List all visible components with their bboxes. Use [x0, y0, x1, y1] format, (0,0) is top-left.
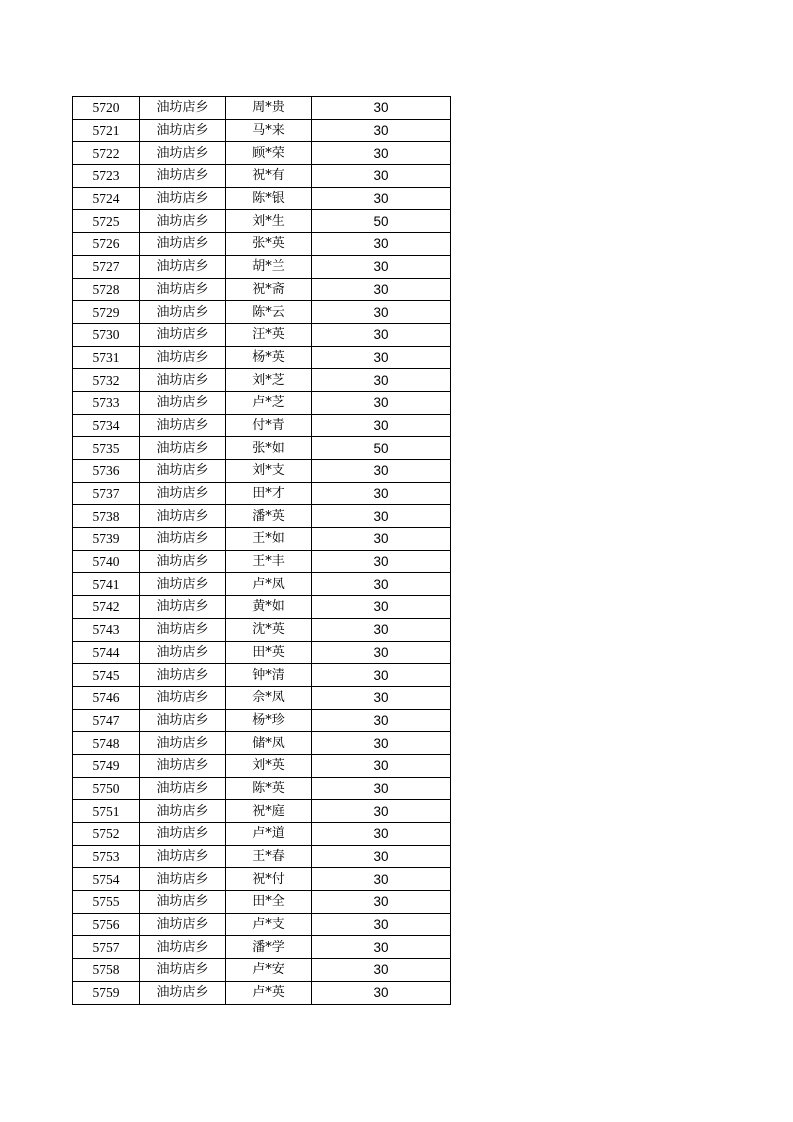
amount-cell: 30: [312, 709, 451, 732]
township-cell: 油坊店乡: [140, 323, 226, 346]
amount-cell: 30: [312, 913, 451, 936]
table-row: [73, 97, 451, 120]
amount-cell: 30: [312, 596, 451, 619]
person-name-cell: 潘*英: [226, 505, 312, 528]
row-number-cell: 5739: [73, 528, 140, 551]
row-number-cell: 5744: [73, 641, 140, 664]
township-cell: 油坊店乡: [140, 550, 226, 573]
amount-cell: 30: [312, 165, 451, 188]
row-number-cell: 5721: [73, 119, 140, 142]
township-cell: 油坊店乡: [140, 596, 226, 619]
table-row: [73, 800, 451, 823]
table-row: [73, 823, 451, 846]
row-number-cell: 5749: [73, 754, 140, 777]
township-cell: 油坊店乡: [140, 369, 226, 392]
township-cell: 油坊店乡: [140, 414, 226, 437]
row-number-cell: 5740: [73, 550, 140, 573]
amount-cell: 30: [312, 255, 451, 278]
person-name-cell: 田*英: [226, 641, 312, 664]
row-number-cell: 5737: [73, 482, 140, 505]
township-cell: 油坊店乡: [140, 97, 226, 120]
person-name-cell: 周*贵: [226, 97, 312, 120]
amount-cell: 30: [312, 460, 451, 483]
amount-cell: 50: [312, 437, 451, 460]
amount-cell: 30: [312, 777, 451, 800]
person-name-cell: 陈*英: [226, 777, 312, 800]
table-row: [73, 210, 451, 233]
table-row: [73, 437, 451, 460]
table-row: [73, 641, 451, 664]
row-number-cell: 5743: [73, 618, 140, 641]
person-name-cell: 祝*付: [226, 868, 312, 891]
table-row: [73, 278, 451, 301]
township-cell: 油坊店乡: [140, 391, 226, 414]
row-number-cell: 5745: [73, 664, 140, 687]
township-cell: 油坊店乡: [140, 641, 226, 664]
amount-cell: 30: [312, 142, 451, 165]
table-row: [73, 369, 451, 392]
amount-cell: 30: [312, 891, 451, 914]
person-name-cell: 胡*兰: [226, 255, 312, 278]
amount-cell: 30: [312, 573, 451, 596]
person-name-cell: 卢*安: [226, 959, 312, 982]
table-row: [73, 301, 451, 324]
amount-cell: 30: [312, 278, 451, 301]
township-cell: 油坊店乡: [140, 777, 226, 800]
row-number-cell: 5738: [73, 505, 140, 528]
table-row: [73, 346, 451, 369]
person-name-cell: 祝*斋: [226, 278, 312, 301]
table-row: [73, 868, 451, 891]
row-number-cell: 5755: [73, 891, 140, 914]
person-name-cell: 田*才: [226, 482, 312, 505]
person-name-cell: 卢*芝: [226, 391, 312, 414]
person-name-cell: 储*凤: [226, 732, 312, 755]
row-number-cell: 5722: [73, 142, 140, 165]
amount-cell: 30: [312, 528, 451, 551]
township-cell: 油坊店乡: [140, 891, 226, 914]
person-name-cell: 刘*支: [226, 460, 312, 483]
table-row: [73, 550, 451, 573]
amount-cell: 30: [312, 414, 451, 437]
township-cell: 油坊店乡: [140, 460, 226, 483]
row-number-cell: 5751: [73, 800, 140, 823]
table-row: [73, 936, 451, 959]
row-number-cell: 5726: [73, 233, 140, 256]
person-name-cell: 卢*英: [226, 981, 312, 1004]
township-cell: 油坊店乡: [140, 165, 226, 188]
township-cell: 油坊店乡: [140, 210, 226, 233]
table-row: [73, 505, 451, 528]
person-name-cell: 张*英: [226, 233, 312, 256]
table-row: [73, 754, 451, 777]
table-row: [73, 165, 451, 188]
table-row: [73, 618, 451, 641]
person-name-cell: 刘*生: [226, 210, 312, 233]
row-number-cell: 5727: [73, 255, 140, 278]
amount-cell: 30: [312, 301, 451, 324]
person-name-cell: 陈*银: [226, 187, 312, 210]
township-cell: 油坊店乡: [140, 119, 226, 142]
table-row: [73, 482, 451, 505]
amount-cell: 30: [312, 119, 451, 142]
township-cell: 油坊店乡: [140, 255, 226, 278]
row-number-cell: 5736: [73, 460, 140, 483]
township-cell: 油坊店乡: [140, 482, 226, 505]
row-number-cell: 5759: [73, 981, 140, 1004]
row-number-cell: 5734: [73, 414, 140, 437]
amount-cell: 30: [312, 482, 451, 505]
person-name-cell: 付*青: [226, 414, 312, 437]
amount-cell: 30: [312, 981, 451, 1004]
row-number-cell: 5733: [73, 391, 140, 414]
row-number-cell: 5748: [73, 732, 140, 755]
table-row: [73, 891, 451, 914]
person-name-cell: 沈*英: [226, 618, 312, 641]
person-name-cell: 顾*荣: [226, 142, 312, 165]
township-cell: 油坊店乡: [140, 301, 226, 324]
row-number-cell: 5756: [73, 913, 140, 936]
row-number-cell: 5758: [73, 959, 140, 982]
township-cell: 油坊店乡: [140, 709, 226, 732]
table-row: [73, 596, 451, 619]
amount-cell: 30: [312, 505, 451, 528]
person-name-cell: 钟*清: [226, 664, 312, 687]
table-row: [73, 414, 451, 437]
row-number-cell: 5741: [73, 573, 140, 596]
row-number-cell: 5757: [73, 936, 140, 959]
amount-cell: 30: [312, 346, 451, 369]
township-cell: 油坊店乡: [140, 505, 226, 528]
township-cell: 油坊店乡: [140, 913, 226, 936]
table-row: [73, 981, 451, 1004]
row-number-cell: 5725: [73, 210, 140, 233]
person-name-cell: 马*来: [226, 119, 312, 142]
township-cell: 油坊店乡: [140, 187, 226, 210]
township-cell: 油坊店乡: [140, 278, 226, 301]
person-name-cell: 卢*道: [226, 823, 312, 846]
township-cell: 油坊店乡: [140, 868, 226, 891]
person-name-cell: 王*春: [226, 845, 312, 868]
amount-cell: 30: [312, 686, 451, 709]
amount-cell: 30: [312, 868, 451, 891]
person-name-cell: 王*如: [226, 528, 312, 551]
township-cell: 油坊店乡: [140, 233, 226, 256]
row-number-cell: 5754: [73, 868, 140, 891]
amount-cell: 30: [312, 391, 451, 414]
amount-cell: 30: [312, 959, 451, 982]
table-row: [73, 686, 451, 709]
amount-cell: 50: [312, 210, 451, 233]
person-name-cell: 祝*有: [226, 165, 312, 188]
amount-cell: 30: [312, 323, 451, 346]
amount-cell: 30: [312, 369, 451, 392]
row-number-cell: 5752: [73, 823, 140, 846]
amount-cell: 30: [312, 233, 451, 256]
township-cell: 油坊店乡: [140, 346, 226, 369]
amount-cell: 30: [312, 732, 451, 755]
person-name-cell: 卢*凤: [226, 573, 312, 596]
person-name-cell: 张*如: [226, 437, 312, 460]
township-cell: 油坊店乡: [140, 959, 226, 982]
row-number-cell: 5750: [73, 777, 140, 800]
row-number-cell: 5720: [73, 97, 140, 120]
table-row: [73, 119, 451, 142]
data-table: [72, 96, 451, 1005]
township-cell: 油坊店乡: [140, 142, 226, 165]
table-row: [73, 460, 451, 483]
person-name-cell: 卢*支: [226, 913, 312, 936]
person-name-cell: 黄*如: [226, 596, 312, 619]
row-number-cell: 5731: [73, 346, 140, 369]
person-name-cell: 汪*英: [226, 323, 312, 346]
table-row: [73, 255, 451, 278]
township-cell: 油坊店乡: [140, 664, 226, 687]
row-number-cell: 5746: [73, 686, 140, 709]
table-row: [73, 142, 451, 165]
amount-cell: 30: [312, 618, 451, 641]
township-cell: 油坊店乡: [140, 754, 226, 777]
township-cell: 油坊店乡: [140, 823, 226, 846]
township-cell: 油坊店乡: [140, 800, 226, 823]
amount-cell: 30: [312, 550, 451, 573]
township-cell: 油坊店乡: [140, 732, 226, 755]
table-row: [73, 391, 451, 414]
township-cell: 油坊店乡: [140, 686, 226, 709]
row-number-cell: 5742: [73, 596, 140, 619]
table-row: [73, 233, 451, 256]
person-name-cell: 王*丰: [226, 550, 312, 573]
table-row: [73, 777, 451, 800]
township-cell: 油坊店乡: [140, 845, 226, 868]
row-number-cell: 5732: [73, 369, 140, 392]
amount-cell: 30: [312, 845, 451, 868]
table-row: [73, 323, 451, 346]
person-name-cell: 祝*庭: [226, 800, 312, 823]
row-number-cell: 5729: [73, 301, 140, 324]
township-cell: 油坊店乡: [140, 618, 226, 641]
table-body: [73, 97, 451, 1005]
row-number-cell: 5730: [73, 323, 140, 346]
table-row: [73, 528, 451, 551]
township-cell: 油坊店乡: [140, 573, 226, 596]
person-name-cell: 刘*芝: [226, 369, 312, 392]
person-name-cell: 杨*珍: [226, 709, 312, 732]
amount-cell: 30: [312, 97, 451, 120]
table-row: [73, 913, 451, 936]
township-cell: 油坊店乡: [140, 936, 226, 959]
table-row: [73, 732, 451, 755]
amount-cell: 30: [312, 936, 451, 959]
person-name-cell: 陈*云: [226, 301, 312, 324]
amount-cell: 30: [312, 664, 451, 687]
table-row: [73, 187, 451, 210]
row-number-cell: 5753: [73, 845, 140, 868]
amount-cell: 30: [312, 187, 451, 210]
township-cell: 油坊店乡: [140, 981, 226, 1004]
row-number-cell: 5723: [73, 165, 140, 188]
table-row: [73, 845, 451, 868]
amount-cell: 30: [312, 641, 451, 664]
amount-cell: 30: [312, 754, 451, 777]
township-cell: 油坊店乡: [140, 437, 226, 460]
person-name-cell: 佘*凤: [226, 686, 312, 709]
row-number-cell: 5747: [73, 709, 140, 732]
row-number-cell: 5735: [73, 437, 140, 460]
table-row: [73, 664, 451, 687]
township-cell: 油坊店乡: [140, 528, 226, 551]
person-name-cell: 潘*学: [226, 936, 312, 959]
person-name-cell: 田*全: [226, 891, 312, 914]
table-row: [73, 709, 451, 732]
row-number-cell: 5728: [73, 278, 140, 301]
row-number-cell: 5724: [73, 187, 140, 210]
amount-cell: 30: [312, 823, 451, 846]
amount-cell: 30: [312, 800, 451, 823]
table-row: [73, 573, 451, 596]
person-name-cell: 刘*英: [226, 754, 312, 777]
table-row: [73, 959, 451, 982]
person-name-cell: 杨*英: [226, 346, 312, 369]
